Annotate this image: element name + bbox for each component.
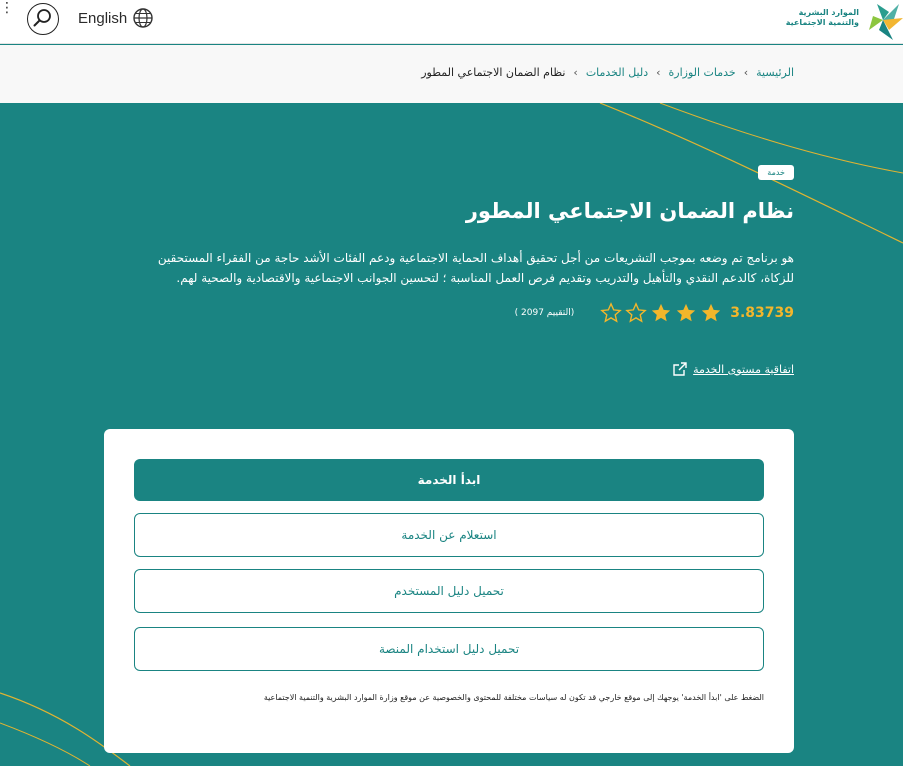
chevron-left-icon: ‹ (656, 66, 661, 79)
sla-link-label: اتفاقية مستوى الخدمة (693, 362, 794, 376)
external-link-icon (673, 362, 687, 376)
breadcrumb-current: نظام الضمان الاجتماعي المطور (421, 66, 566, 79)
star-filled-icon[interactable] (650, 302, 672, 324)
breadcrumb-bar (0, 45, 903, 103)
download-platform-guide-button[interactable]: تحميل دليل استخدام المنصة (134, 627, 764, 671)
star-filled-icon[interactable] (700, 302, 722, 324)
chevron-left-icon: ‹ (573, 66, 578, 79)
service-tag: خدمة (758, 165, 794, 180)
rating-count: (التقييم 2097 ) (514, 308, 575, 318)
external-site-note: الضغط على 'ابدأ الخدمة' يوجهك إلى موقع خارجي قد تكون له سياسات مختلفة للمحتوى والخصوصية عن موقع وزارة الموارد البشرية والتنمية الاجتماعية (263, 693, 764, 702)
service-hero (0, 103, 903, 766)
menu-icon[interactable]: ⋮ (0, 0, 14, 16)
search-button[interactable] (27, 3, 59, 35)
download-user-guide-button[interactable]: تحميل دليل المستخدم (134, 569, 764, 613)
breadcrumb (421, 66, 794, 79)
service-description: هو برنامج تم وضعه بموجب التشريعات من أجل تحقيق أهداف الحماية الاجتماعية ودعم الفئات الأشد حاجة من الفقراء المستحقين للزكاة، كالدعم النقدي والتأهيل والتدريب وتقديم فرص العمل المناسبة ؛ لتحسين الجوانب الاجتماعية والاقتصادية والصحية لهم. (157, 251, 794, 285)
page-title: نظام الضمان الاجتماعي المطور (465, 199, 794, 223)
globe-icon (132, 7, 154, 29)
logo-mark-icon (863, 0, 903, 40)
service-inquiry-button[interactable]: استعلام عن الخدمة (134, 513, 764, 557)
breadcrumb-home[interactable]: الرئيسية (756, 66, 794, 79)
logo-text: الموارد البشرية والتنمية الاجتماعية (785, 8, 859, 27)
top-bar (0, 0, 903, 44)
star-empty-icon[interactable] (625, 302, 647, 324)
breadcrumb-services-guide[interactable]: دليل الخدمات (585, 66, 649, 79)
chevron-left-icon: ‹ (743, 66, 749, 79)
rating-value: 3.83739 (730, 305, 794, 321)
sla-link[interactable] (673, 362, 794, 376)
rating-stars[interactable] (600, 302, 722, 324)
star-empty-icon[interactable] (600, 302, 622, 324)
actions-card (104, 429, 794, 753)
breadcrumb-ministry-services[interactable]: خدمات الوزارة (668, 66, 736, 79)
language-label: English (78, 9, 128, 27)
service-rating (515, 302, 794, 324)
start-service-button[interactable]: ابدأ الخدمة (134, 459, 764, 501)
star-filled-icon[interactable] (675, 302, 697, 324)
ministry-logo[interactable] (783, 0, 903, 40)
language-switch[interactable] (78, 7, 154, 29)
search-icon (27, 3, 59, 35)
